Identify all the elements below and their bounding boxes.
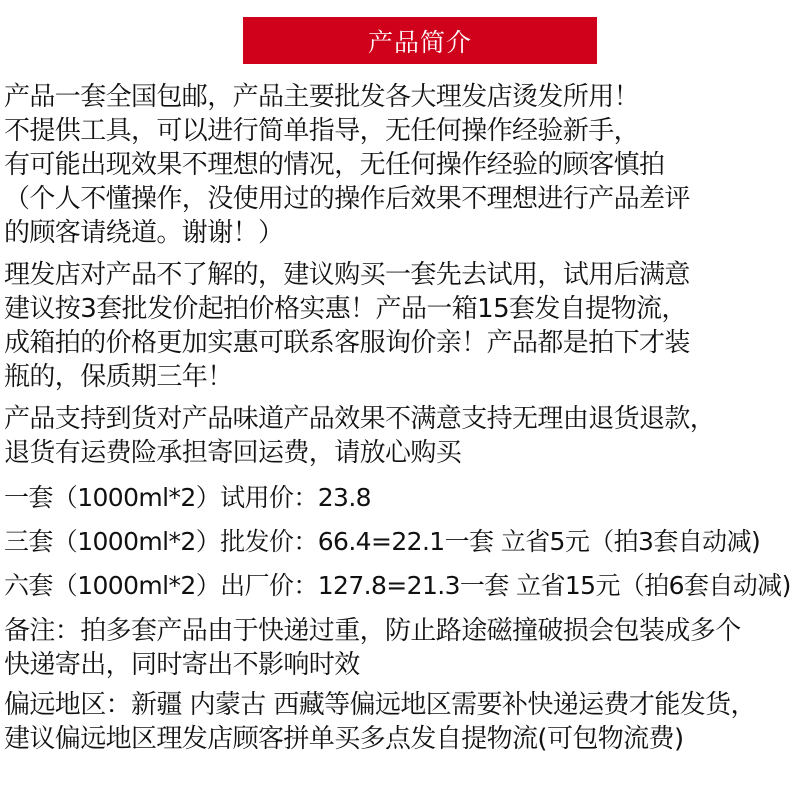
price-item-one-set: 一套（1000ml*2）试用价：23.8 [4, 483, 371, 512]
text-line: 建议偏远地区理发店顾客拼单买多点发自提物流(可包物流费) [4, 724, 684, 754]
remote-area-notice [4, 688, 798, 756]
text-line: 偏远地区：新疆 内蒙古 西藏等偏远地区需要补快递运费才能发货， [4, 690, 756, 720]
trial-advice [4, 258, 798, 394]
text-line: 有可能出现效果不理想的情况，无任何操作经验的顾客慎拍 [4, 150, 665, 180]
text-line: 瓶的，保质期三年！ [4, 362, 233, 392]
text-line: 退货有运费险承担寄回运费，请放心购买 [4, 438, 462, 468]
product-description [4, 80, 798, 756]
text-line: 备注：拍多套产品由于快递过重，防止路途磁撞破损会包装成多个 [4, 616, 741, 646]
text-line: 成箱拍的价格更加实惠可联系客服询价亲！产品都是拍下才装 [4, 328, 690, 358]
text-line: 产品一套全国包邮，产品主要批发各大理发店烫发所用！ [4, 82, 640, 112]
price-list [4, 476, 798, 608]
shipping-notice [4, 80, 798, 250]
price-item-three-sets: 三套（1000ml*2）批发价：66.4=22.1一套 立省5元（拍3套自动减) [4, 527, 761, 556]
price-item-six-sets: 六套（1000ml*2）出厂价：127.8=21.3一套 立省15元（拍6套自动减) [4, 571, 791, 600]
text-line: 的顾客请绕道。谢谢！） [4, 218, 284, 248]
text-line: 建议按3套批发价起拍价格实惠！产品一箱15套发自提物流， [4, 294, 687, 324]
text-line: 不提供工具，可以进行简单指导，无任何操作经验新手， [4, 116, 640, 146]
section-title: 产品简介 [367, 27, 472, 57]
text-line: 理发店对产品不了解的，建议购买一套先去试用，试用后满意 [4, 260, 690, 290]
text-line: 产品支持到货对产品味道产品效果不满意支持无理由退货退款， [4, 404, 716, 434]
text-line: （个人不懂操作，没使用过的操作后效果不理想进行产品差评 [4, 184, 690, 214]
text-line: 快递寄出，同时寄出不影响时效 [4, 650, 360, 680]
return-policy [4, 402, 798, 470]
section-title-banner [243, 17, 597, 64]
shipping-remark [4, 614, 798, 682]
